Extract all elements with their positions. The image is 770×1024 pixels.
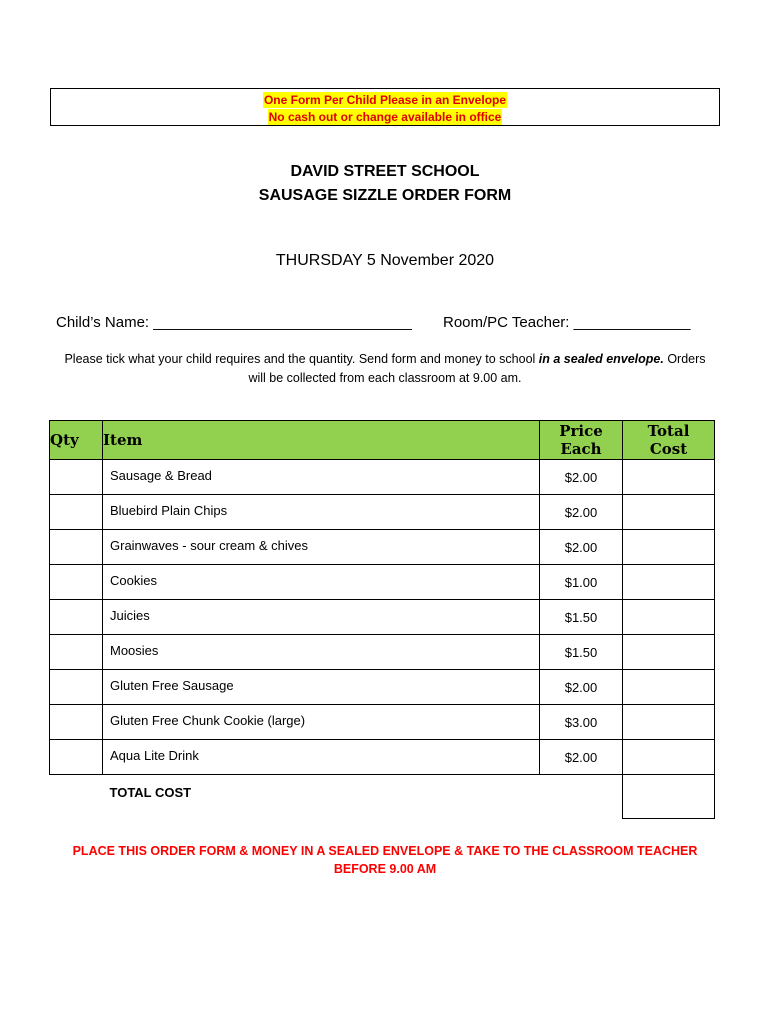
footer-instructions (40, 842, 730, 878)
header-item: Item (103, 421, 540, 460)
notice-box (50, 88, 720, 126)
item-name: Gluten Free Sausage (103, 670, 540, 705)
header-price-line1: Price (559, 422, 603, 440)
item-price: $1.50 (540, 635, 623, 670)
table-row (50, 740, 715, 775)
total-cost-cell[interactable] (623, 530, 715, 565)
item-price: $1.50 (540, 600, 623, 635)
item-price: $2.00 (540, 740, 623, 775)
header-total (623, 421, 715, 460)
item-name: Gluten Free Chunk Cookie (large) (103, 705, 540, 740)
item-price: $2.00 (540, 460, 623, 495)
qty-cell[interactable] (50, 460, 103, 495)
item-price: $1.00 (540, 565, 623, 600)
total-cost-cell[interactable] (623, 495, 715, 530)
event-date: THURSDAY 5 November 2020 (275, 252, 495, 269)
total-cost-cell[interactable] (623, 670, 715, 705)
school-name: DAVID STREET SCHOOL (290, 163, 480, 180)
footer-line-2: BEFORE 9.00 AM (333, 862, 437, 876)
total-cost-cell[interactable] (623, 740, 715, 775)
header-price-line2: Each (560, 440, 602, 458)
instructions (60, 350, 710, 388)
child-name-field[interactable]: Child’s Name: _______________________________ (56, 314, 412, 331)
qty-cell[interactable] (50, 600, 103, 635)
total-cost-box[interactable] (623, 775, 715, 819)
qty-cell[interactable] (50, 705, 103, 740)
qty-cell[interactable] (50, 635, 103, 670)
total-cost-cell[interactable] (623, 635, 715, 670)
notice-line-2: No cash out or change available in office (268, 110, 502, 124)
notice-line-1: One Form Per Child Please in an Envelope (263, 93, 507, 107)
table-row (50, 670, 715, 705)
qty-cell[interactable] (50, 740, 103, 775)
order-table (49, 420, 715, 819)
item-name: Sausage & Bread (103, 460, 540, 495)
item-name: Juicies (103, 600, 540, 635)
total-row (50, 775, 715, 819)
item-name: Bluebird Plain Chips (103, 495, 540, 530)
table-header-row (50, 421, 715, 460)
total-cost-cell[interactable] (623, 600, 715, 635)
header-total-line1: Total (647, 422, 690, 440)
table-row (50, 495, 715, 530)
item-price: $2.00 (540, 530, 623, 565)
table-row (50, 705, 715, 740)
footer-line-1: PLACE THIS ORDER FORM & MONEY IN A SEALED ENVELOPE & TAKE TO THE CLASSROOM TEACHER (72, 844, 698, 858)
item-name: Grainwaves - sour cream & chives (103, 530, 540, 565)
header-total-line2: Cost (649, 440, 688, 458)
item-price: $2.00 (540, 670, 623, 705)
item-name: Aqua Lite Drink (103, 740, 540, 775)
qty-cell[interactable] (50, 495, 103, 530)
instructions-part1: Please tick what your child requires and the quantity. Send form and money to school (64, 352, 539, 366)
form-title: SAUSAGE SIZZLE ORDER FORM (258, 187, 512, 204)
total-cost-cell[interactable] (623, 705, 715, 740)
total-cost-cell[interactable] (623, 460, 715, 495)
item-price: $3.00 (540, 705, 623, 740)
table-row (50, 600, 715, 635)
header-qty: Qty (50, 421, 103, 460)
header-price (540, 421, 623, 460)
total-cost-cell[interactable] (623, 565, 715, 600)
instructions-part2: Orders will be collected from each classroom at 9.00 am. (248, 352, 706, 385)
qty-cell[interactable] (50, 670, 103, 705)
teacher-field[interactable]: Room/PC Teacher: ______________ (443, 314, 691, 331)
table-row (50, 635, 715, 670)
table-row (50, 530, 715, 565)
table-row (50, 565, 715, 600)
total-cost-label: TOTAL COST (109, 785, 192, 800)
item-name: Cookies (103, 565, 540, 600)
item-name: Moosies (103, 635, 540, 670)
qty-cell[interactable] (50, 530, 103, 565)
table-row (50, 460, 715, 495)
item-price: $2.00 (540, 495, 623, 530)
instructions-emphasis: in a sealed envelope. (538, 352, 664, 366)
qty-cell[interactable] (50, 565, 103, 600)
